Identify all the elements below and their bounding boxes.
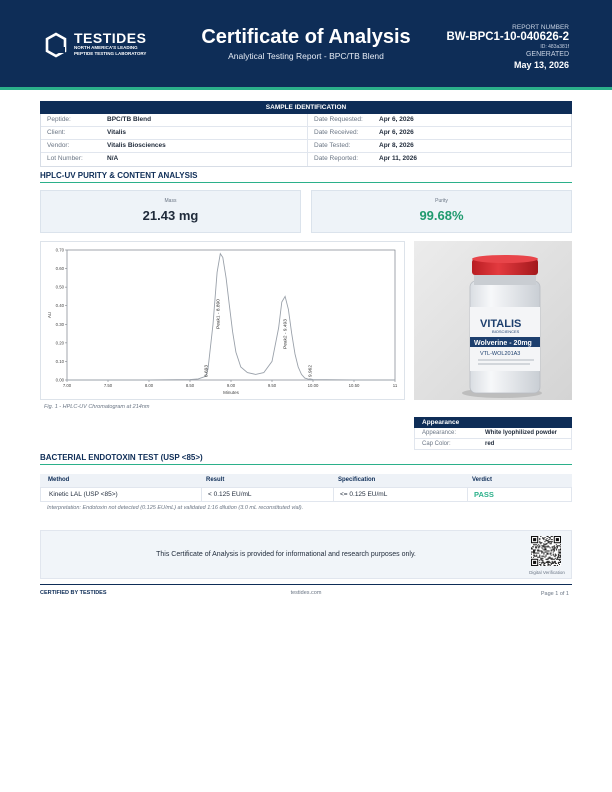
brand-tagline-line-1: NORTH AMERICA'S LEADING [74, 45, 138, 50]
y-tick-label: 0.70 [55, 247, 64, 253]
mass-card [40, 190, 301, 233]
x-tick-label: 9.50 [267, 383, 277, 388]
endotoxin-table-row [40, 487, 572, 502]
hplc-section-title: HPLC-UV PURITY & CONTENT ANALYSIS [40, 171, 198, 180]
header-accent-divider [0, 87, 612, 90]
vendor-value: Vitalis Biosciences [107, 142, 166, 149]
lot-number-value: N/A [107, 155, 119, 162]
sample-row [41, 127, 571, 140]
peak-label: 9.962 [308, 364, 314, 377]
hplc-section-divider [40, 182, 572, 183]
document-subtitle: Analytical Testing Report - BPC/TB Blend [228, 51, 384, 61]
date-tested-value: Apr 8, 2026 [379, 142, 414, 149]
brand-tagline [74, 45, 164, 56]
x-tick-label: 10.00 [307, 383, 319, 388]
chromatogram-trace [67, 254, 395, 380]
cap-color-row [414, 439, 572, 450]
y-tick-label: 0.60 [55, 266, 64, 272]
appearance-label: Appearance: [422, 430, 457, 436]
footer-certified-by: CERTIFIED BY TESTIDES [40, 590, 107, 596]
date-tested-label: Date Tested: [307, 140, 379, 152]
vial-image [414, 241, 572, 400]
x-tick-label: 10.50 [348, 383, 360, 388]
y-tick-label: 0.10 [55, 358, 64, 364]
x-tick-label: 7.50 [103, 383, 113, 388]
figure-caption: Fig. 1 - HPLC-UV Chromatogram at 214nm [44, 404, 150, 410]
report-id: ID: 483a381f [540, 44, 569, 50]
testides-logo-icon [44, 32, 68, 58]
footer-page-number: Page 1 of 1 [540, 591, 569, 597]
endotoxin-interpretation: Interpretation: Endotoxin not detected (0.125 EU/mL) at validated 1:16 dilution (3.0 mL reconstituted vial). [47, 505, 304, 511]
specification-cell: <= 0.125 EU/mL [333, 488, 467, 501]
appearance-row [414, 428, 572, 439]
peak-label: Peak2 - 9.493 [283, 319, 289, 349]
peptide-label: Peptide: [47, 116, 71, 123]
vendor-label: Vendor: [47, 142, 70, 149]
brand-tagline-line-2: PEPTIDE TESTING LABORATORY [74, 50, 147, 56]
report-number-label: REPORT NUMBER [512, 24, 569, 31]
generated-label: GENERATED [525, 51, 569, 58]
peak-label: 8.693 [204, 364, 210, 377]
client-label: Client: [47, 129, 66, 136]
method-cell: Kinetic LAL (USP <85>) [49, 491, 118, 498]
footer-divider [40, 584, 572, 585]
disclaimer-text: This Certificate of Analysis is provided for informational and research purposes only. [156, 551, 416, 558]
verdict-column-header: Verdict [472, 477, 493, 483]
y-tick-label: 0.30 [55, 321, 64, 327]
x-tick-label: 8.50 [185, 383, 195, 388]
y-tick-label: 0.40 [55, 303, 64, 309]
lot-number-label: Lot Number: [47, 155, 83, 162]
vial-brand-sub-text: BIOSCIENCES [492, 329, 520, 334]
report-number: BW-BPC1-10-040626-2 [446, 31, 569, 43]
x-axis-label: Minutes [223, 390, 239, 395]
x-tick-label: 9.00 [226, 383, 236, 388]
footer-website-link[interactable]: testides.com [290, 590, 322, 596]
sample-vial-photo [414, 241, 572, 400]
sample-row [41, 140, 571, 153]
purity-value: 99.68% [419, 208, 464, 223]
appearance-heading: Appearance [414, 417, 572, 428]
x-tick-label: 8.00 [144, 383, 154, 388]
appearance-value: White lyophilized powder [485, 430, 557, 436]
y-tick-label: 0.00 [55, 377, 64, 383]
endotoxin-section-divider [40, 464, 572, 465]
x-tick-label: 11 [392, 383, 398, 388]
purity-label: Purity [435, 198, 448, 204]
brand-name: TESTIDES [74, 30, 147, 46]
date-requested-label: Date Requested: [307, 114, 379, 126]
hplc-chromatogram [41, 242, 404, 399]
chromatogram-panel [40, 241, 405, 400]
generated-date: May 13, 2026 [513, 60, 569, 70]
peptide-value: BPC/TB Blend [107, 116, 152, 123]
cap-color-value: red [485, 441, 495, 447]
date-reported-label: Date Reported: [307, 153, 379, 166]
peak-label: Peak1 - 8.890 [216, 299, 222, 329]
vial-brand-text: VITALIS [480, 318, 522, 330]
client-value: Vitalis [107, 129, 127, 136]
mass-value: 21.43 mg [142, 208, 199, 223]
mass-label: Mass [164, 198, 177, 204]
sample-row [41, 153, 571, 166]
y-tick-label: 0.20 [55, 340, 64, 346]
document-title: Certificate of Analysis [201, 26, 411, 48]
date-reported-value: Apr 11, 2026 [379, 155, 417, 162]
date-requested-value: Apr 6, 2026 [379, 116, 414, 123]
x-tick-label: 7.00 [62, 383, 72, 388]
cap-color-label: Cap Color: [422, 441, 451, 447]
result-column-header: Result [206, 477, 225, 483]
verification-qr-code[interactable] [531, 536, 561, 566]
report-header [0, 0, 612, 87]
sample-row [41, 114, 571, 127]
y-axis-label: AU [47, 311, 52, 319]
y-tick-label: 0.50 [55, 284, 64, 290]
endotoxin-section-title: BACTERIAL ENDOTOXIN TEST (USP <85>) [40, 453, 203, 462]
purity-card [311, 190, 572, 233]
sample-identification-heading: SAMPLE IDENTIFICATION [40, 101, 572, 114]
plot-frame [67, 250, 395, 380]
verdict-badge: PASS [467, 488, 494, 501]
method-column-header: Method [48, 477, 70, 483]
disclaimer-panel [40, 530, 572, 579]
date-received-label: Date Received: [307, 127, 379, 139]
vial-code-text: VTL-WOL201A3 [480, 351, 521, 357]
vial-product-text: Wolverine - 20mg [474, 340, 532, 347]
specification-column-header: Specification [338, 477, 376, 483]
qr-label: Digital Verification [529, 570, 565, 575]
result-cell: < 0.125 EU/mL [201, 488, 333, 501]
date-received-value: Apr 6, 2026 [379, 129, 414, 136]
sample-identification-table [40, 114, 572, 167]
endotoxin-table-header [40, 474, 572, 487]
